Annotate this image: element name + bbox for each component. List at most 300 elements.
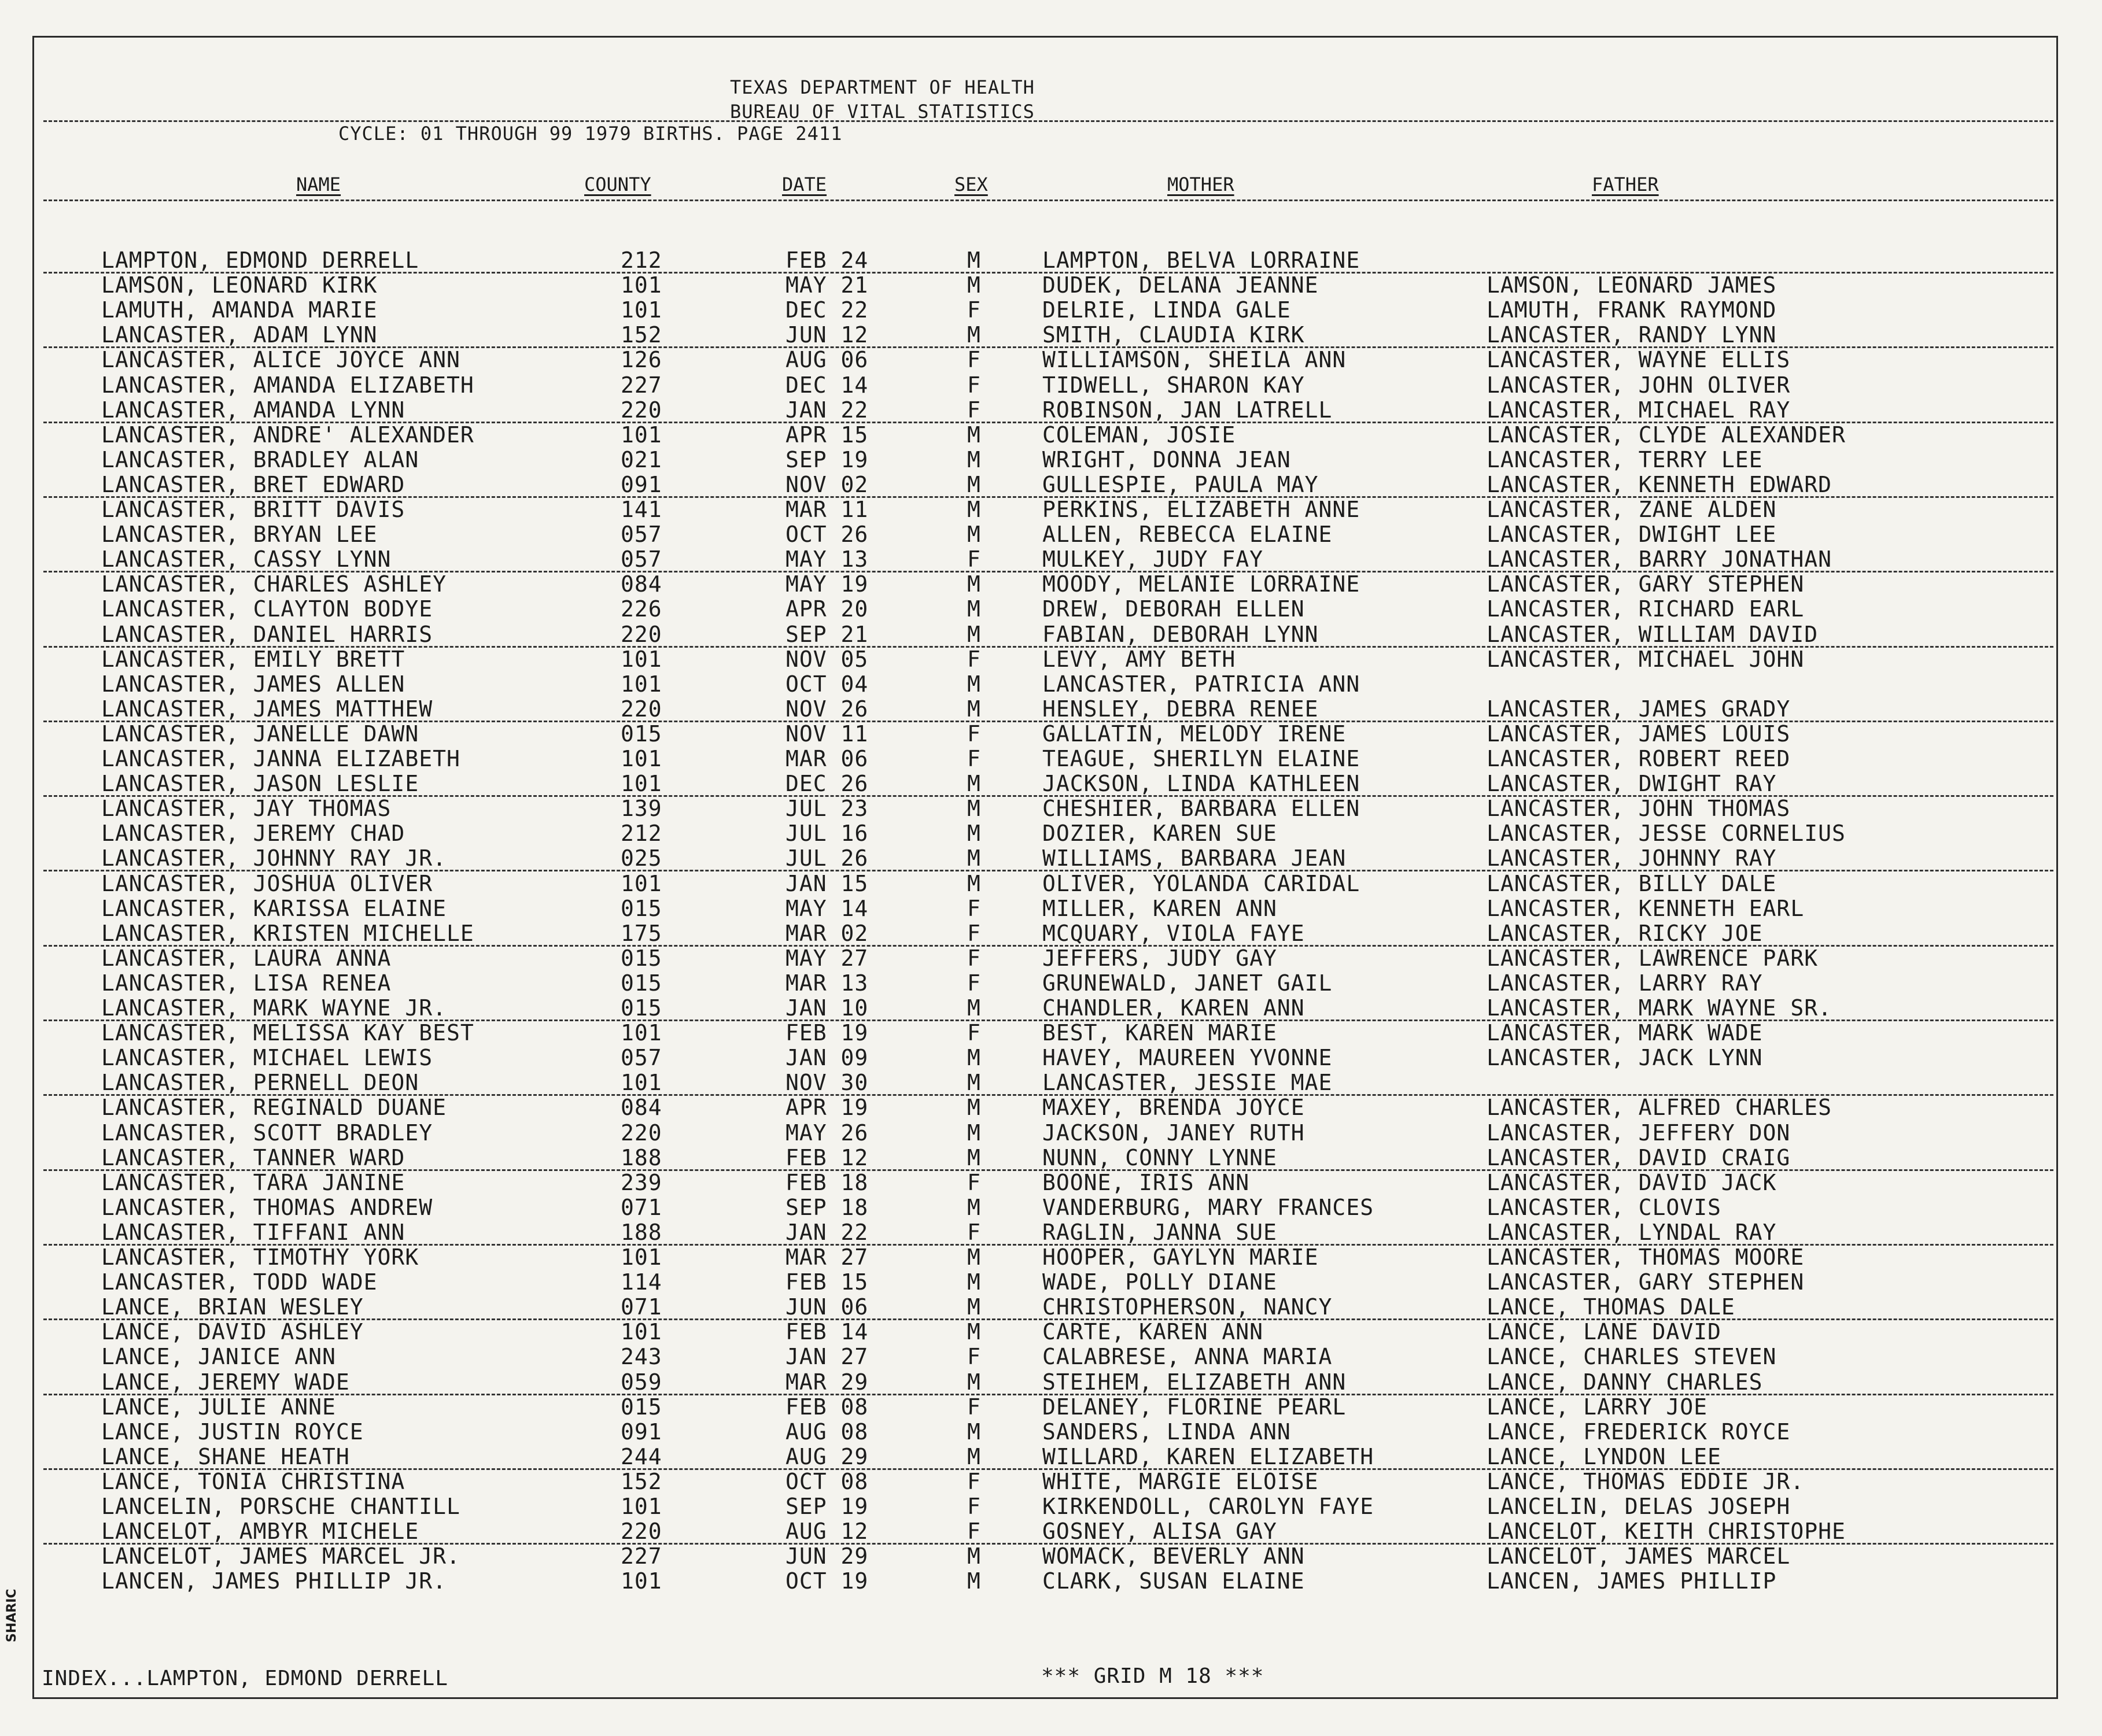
record-father: LANCASTER, MICHAEL RAY xyxy=(1487,397,1791,423)
record-name: LANCASTER, ADAM LYNN xyxy=(101,322,378,348)
record-sex: M xyxy=(967,446,981,472)
record-name: LANCASTER, THOMAS ANDREW xyxy=(101,1194,433,1220)
record-row xyxy=(0,622,2102,647)
record-date: JUN 06 xyxy=(786,1294,869,1320)
record-date: MAY 13 xyxy=(786,546,869,572)
record-name: LANCE, JULIE ANNE xyxy=(101,1394,336,1420)
record-row xyxy=(0,696,2102,721)
record-father: LANCASTER, WILLIAM DAVID xyxy=(1487,621,1819,647)
header-cycle: CYCLE: 01 THROUGH 99 1979 BIRTHS. PAGE 2411 xyxy=(338,123,843,145)
record-father: LANCASTER, LYNDAL RAY xyxy=(1487,1219,1777,1245)
record-sex: F xyxy=(967,945,981,971)
record-date: FEB 12 xyxy=(786,1144,869,1170)
record-row xyxy=(0,571,2102,596)
record-date: JAN 27 xyxy=(786,1344,869,1370)
record-father: LANCASTER, KENNETH EARL xyxy=(1487,895,1805,921)
record-row xyxy=(0,1568,2102,1593)
record-county: 141 xyxy=(621,497,662,522)
record-father: LANCE, LANE DAVID xyxy=(1487,1319,1721,1345)
record-sex: M xyxy=(967,522,981,548)
record-date: NOV 30 xyxy=(786,1070,869,1096)
record-date: DEC 22 xyxy=(786,297,869,323)
column-header-sex: SEX xyxy=(954,173,988,195)
record-row xyxy=(0,921,2102,945)
record-name: LANCASTER, LAURA ANNA xyxy=(101,945,392,971)
record-row xyxy=(0,995,2102,1020)
record-row xyxy=(0,771,2102,796)
record-row xyxy=(0,896,2102,921)
column-header-name: NAME xyxy=(296,173,341,195)
record-sex: M xyxy=(967,1419,981,1445)
record-sex: F xyxy=(967,1020,981,1046)
record-county: 212 xyxy=(621,248,662,273)
record-sex: M xyxy=(967,1543,981,1569)
record-date: NOV 26 xyxy=(786,696,869,722)
record-date: OCT 08 xyxy=(786,1468,869,1494)
record-sex: M xyxy=(967,471,981,497)
record-row xyxy=(0,372,2102,397)
record-mother: JEFFERS, JUDY GAY xyxy=(1042,945,1277,971)
record-sex: M xyxy=(967,1194,981,1220)
record-mother: WILLIAMSON, SHEILA ANN xyxy=(1042,347,1347,373)
record-sex: F xyxy=(967,721,981,747)
record-date: NOV 02 xyxy=(786,471,869,497)
record-name: LAMUTH, AMANDA MARIE xyxy=(101,297,378,323)
record-county: 084 xyxy=(621,571,662,597)
record-mother: WOMACK, BEVERLY ANN xyxy=(1042,1543,1305,1569)
record-father: LANCE, THOMAS DALE xyxy=(1487,1294,1735,1320)
record-name: LANCASTER, TANNER WARD xyxy=(101,1144,405,1170)
record-father: LANCASTER, JESSE CORNELIUS xyxy=(1487,821,1846,847)
record-name: LANCE, DAVID ASHLEY xyxy=(101,1319,364,1345)
record-county: 015 xyxy=(621,995,662,1021)
record-father: LANCASTER, MARK WAYNE SR. xyxy=(1487,995,1832,1021)
record-father: LANCELIN, DELAS JOSEPH xyxy=(1487,1494,1791,1519)
record-sex: M xyxy=(967,1244,981,1270)
record-mother: PERKINS, ELIZABETH ANNE xyxy=(1042,497,1360,522)
record-county: 101 xyxy=(621,870,662,896)
record-date: NOV 11 xyxy=(786,721,869,747)
record-sex: F xyxy=(967,970,981,996)
record-name: LANCASTER, BRYAN LEE xyxy=(101,522,378,548)
record-father: LANCASTER, ALFRED CHARLES xyxy=(1487,1095,1832,1121)
record-sex: M xyxy=(967,995,981,1021)
record-row xyxy=(0,1170,2102,1195)
record-row xyxy=(0,871,2102,896)
record-date: MAY 19 xyxy=(786,571,869,597)
record-date: DEC 26 xyxy=(786,771,869,797)
record-mother: LAMPTON, BELVA LORRAINE xyxy=(1042,248,1360,273)
record-county: 152 xyxy=(621,322,662,348)
record-sex: F xyxy=(967,1468,981,1494)
record-sex: F xyxy=(967,1219,981,1245)
record-row xyxy=(0,1269,2102,1294)
record-row xyxy=(0,671,2102,696)
record-name: LANCE, JUSTIN ROYCE xyxy=(101,1419,364,1445)
record-county: 071 xyxy=(621,1194,662,1220)
record-name: LANCASTER, MELISSA KAY BEST xyxy=(101,1020,474,1046)
record-county: 188 xyxy=(621,1219,662,1245)
record-row xyxy=(0,596,2102,621)
record-father: LANCASTER, JACK LYNN xyxy=(1487,1045,1763,1071)
record-father: LANCASTER, BARRY JONATHAN xyxy=(1487,546,1832,572)
record-county: 101 xyxy=(621,646,662,672)
record-father: LANCE, THOMAS EDDIE JR. xyxy=(1487,1468,1805,1494)
record-county: 091 xyxy=(621,471,662,497)
record-mother: MOODY, MELANIE LORRAINE xyxy=(1042,571,1360,597)
record-date: OCT 26 xyxy=(786,522,869,548)
record-name: LANCASTER, CLAYTON BODYE xyxy=(101,596,433,622)
record-father: LANCASTER, DAVID JACK xyxy=(1487,1169,1777,1195)
record-sex: F xyxy=(967,1494,981,1519)
record-mother: SANDERS, LINDA ANN xyxy=(1042,1419,1291,1445)
record-date: MAR 11 xyxy=(786,497,869,522)
columns-divider xyxy=(43,200,2053,201)
record-date: FEB 15 xyxy=(786,1269,869,1295)
record-name: LANCASTER, LISA RENEA xyxy=(101,970,392,996)
record-sex: M xyxy=(967,870,981,896)
record-date: JUL 23 xyxy=(786,796,869,822)
record-sex: F xyxy=(967,646,981,672)
record-name: LAMPTON, EDMOND DERRELL xyxy=(101,248,419,273)
record-date: JAN 15 xyxy=(786,870,869,896)
record-sex: M xyxy=(967,1095,981,1121)
record-mother: ROBINSON, JAN LATRELL xyxy=(1042,397,1333,423)
footer-grid: *** GRID M 18 *** xyxy=(1041,1664,1264,1688)
record-father: LANCASTER, ROBERT REED xyxy=(1487,746,1791,771)
record-name: LANCASTER, PERNELL DEON xyxy=(101,1070,419,1096)
record-mother: GALLATIN, MELODY IRENE xyxy=(1042,721,1347,747)
record-date: MAY 27 xyxy=(786,945,869,971)
record-date: SEP 18 xyxy=(786,1194,869,1220)
record-sex: M xyxy=(967,497,981,522)
record-county: 101 xyxy=(621,1494,662,1519)
record-mother: VANDERBURG, MARY FRANCES xyxy=(1042,1194,1374,1220)
record-county: 101 xyxy=(621,272,662,298)
record-father: LANCASTER, DWIGHT RAY xyxy=(1487,771,1777,797)
record-name: LANCASTER, MARK WAYNE JR. xyxy=(101,995,447,1021)
record-date: SEP 19 xyxy=(786,446,869,472)
record-name: LANCE, TONIA CHRISTINA xyxy=(101,1468,405,1494)
record-mother: CALABRESE, ANNA MARIA xyxy=(1042,1344,1333,1370)
record-county: 188 xyxy=(621,1144,662,1170)
record-row xyxy=(0,1543,2102,1568)
record-row xyxy=(0,845,2102,870)
record-name: LANCEN, JAMES PHILLIP JR. xyxy=(101,1568,447,1594)
record-sex: M xyxy=(967,1294,981,1320)
record-sex: M xyxy=(967,796,981,822)
record-father: LANCASTER, TERRY LEE xyxy=(1487,446,1763,472)
record-county: 239 xyxy=(621,1169,662,1195)
record-county: 101 xyxy=(621,1070,662,1096)
record-county: 220 xyxy=(621,1120,662,1146)
record-sex: M xyxy=(967,272,981,298)
record-county: 101 xyxy=(621,1020,662,1046)
record-county: 101 xyxy=(621,1244,662,1270)
record-row xyxy=(0,546,2102,571)
record-mother: MILLER, KAREN ANN xyxy=(1042,895,1277,921)
column-header-father: FATHER xyxy=(1592,173,1659,195)
record-county: 101 xyxy=(621,422,662,448)
record-row xyxy=(0,272,2102,297)
record-county: 220 xyxy=(621,1519,662,1545)
record-name: LANCE, SHANE HEATH xyxy=(101,1443,350,1469)
record-row xyxy=(0,945,2102,970)
record-mother: MCQUARY, VIOLA FAYE xyxy=(1042,920,1305,946)
record-mother: KIRKENDOLL, CAROLYN FAYE xyxy=(1042,1494,1374,1519)
record-row xyxy=(0,472,2102,497)
record-father: LANCASTER, CLYDE ALEXANDER xyxy=(1487,422,1846,448)
record-sex: M xyxy=(967,248,981,273)
record-name: LANCASTER, TIMOTHY YORK xyxy=(101,1244,419,1270)
record-mother: WRIGHT, DONNA JEAN xyxy=(1042,446,1291,472)
record-row xyxy=(0,322,2102,347)
record-date: MAR 02 xyxy=(786,920,869,946)
record-father: LANCEN, JAMES PHILLIP xyxy=(1487,1568,1777,1594)
record-name: LANCASTER, KRISTEN MICHELLE xyxy=(101,920,474,946)
record-row xyxy=(0,796,2102,821)
record-sex: M xyxy=(967,1319,981,1345)
record-row xyxy=(0,397,2102,422)
record-sex: F xyxy=(967,397,981,423)
record-date: MAR 29 xyxy=(786,1369,869,1395)
record-mother: HAVEY, MAUREEN YVONNE xyxy=(1042,1045,1333,1071)
record-row xyxy=(0,1145,2102,1170)
record-date: MAR 27 xyxy=(786,1244,869,1270)
record-row xyxy=(0,1294,2102,1319)
record-father: LANCE, LARRY JOE xyxy=(1487,1394,1708,1420)
record-mother: SMITH, CLAUDIA KIRK xyxy=(1042,322,1305,348)
record-father: LANCE, CHARLES STEVEN xyxy=(1487,1344,1777,1370)
record-father: LANCASTER, RANDY LYNN xyxy=(1487,322,1777,348)
record-sex: M xyxy=(967,621,981,647)
record-name: LANCASTER, TARA JANINE xyxy=(101,1169,405,1195)
record-date: JAN 09 xyxy=(786,1045,869,1071)
record-mother: NUNN, CONNY LYNNE xyxy=(1042,1144,1277,1170)
record-sex: M xyxy=(967,322,981,348)
record-sex: F xyxy=(967,546,981,572)
record-row xyxy=(0,1220,2102,1244)
record-name: LANCELOT, AMBYR MICHELE xyxy=(101,1519,419,1545)
record-sex: M xyxy=(967,845,981,871)
record-name: LANCASTER, DANIEL HARRIS xyxy=(101,621,433,647)
record-row xyxy=(0,1394,2102,1419)
record-date: APR 19 xyxy=(786,1095,869,1121)
header-bureau: BUREAU OF VITAL STATISTICS xyxy=(730,101,1035,123)
record-row xyxy=(0,1494,2102,1519)
record-father: LANCASTER, THOMAS MOORE xyxy=(1487,1244,1805,1270)
header-divider xyxy=(43,120,2053,122)
record-sex: F xyxy=(967,920,981,946)
record-sex: M xyxy=(967,1568,981,1594)
record-date: MAY 21 xyxy=(786,272,869,298)
margin-label: SHARIC xyxy=(5,1589,19,1642)
record-name: LANCASTER, ALICE JOYCE ANN xyxy=(101,347,460,373)
record-mother: HOOPER, GAYLYN MARIE xyxy=(1042,1244,1319,1270)
record-date: AUG 29 xyxy=(786,1443,869,1469)
record-father: LANCASTER, RICKY JOE xyxy=(1487,920,1763,946)
record-row xyxy=(0,347,2102,372)
record-mother: WILLARD, KAREN ELIZABETH xyxy=(1042,1443,1374,1469)
record-name: LANCASTER, KARISSA ELAINE xyxy=(101,895,447,921)
record-name: LANCASTER, TODD WADE xyxy=(101,1269,378,1295)
record-mother: GULLESPIE, PAULA MAY xyxy=(1042,471,1319,497)
record-name: LANCASTER, JANNA ELIZABETH xyxy=(101,746,460,771)
record-date: MAR 06 xyxy=(786,746,869,771)
record-father: LAMUTH, FRANK RAYMOND xyxy=(1487,297,1777,323)
column-header-county: COUNTY xyxy=(584,173,651,195)
record-mother: LANCASTER, JESSIE MAE xyxy=(1042,1070,1333,1096)
record-name: LANCE, JEREMY WADE xyxy=(101,1369,350,1395)
record-name: LANCASTER, ANDRE' ALEXANDER xyxy=(101,422,474,448)
record-date: SEP 19 xyxy=(786,1494,869,1519)
record-name: LANCASTER, BRET EDWARD xyxy=(101,471,405,497)
record-county: 243 xyxy=(621,1344,662,1370)
record-row xyxy=(0,1469,2102,1494)
column-header-mother: MOTHER xyxy=(1167,173,1234,195)
record-county: 057 xyxy=(621,1045,662,1071)
record-father: LANCASTER, ZANE ALDEN xyxy=(1487,497,1777,522)
record-sex: F xyxy=(967,1169,981,1195)
record-mother: GRUNEWALD, JANET GAIL xyxy=(1042,970,1333,996)
record-sex: F xyxy=(967,347,981,373)
record-sex: F xyxy=(967,895,981,921)
record-county: 212 xyxy=(621,821,662,847)
record-name: LANCASTER, AMANDA ELIZABETH xyxy=(101,372,474,398)
record-sex: M xyxy=(967,1120,981,1146)
record-row xyxy=(0,1369,2102,1394)
record-mother: DOZIER, KAREN SUE xyxy=(1042,821,1277,847)
record-date: FEB 14 xyxy=(786,1319,869,1345)
record-name: LANCE, BRIAN WESLEY xyxy=(101,1294,364,1320)
record-sex: M xyxy=(967,1269,981,1295)
record-mother: JACKSON, JANEY RUTH xyxy=(1042,1120,1305,1146)
record-name: LANCASTER, TIFFANI ANN xyxy=(101,1219,405,1245)
record-county: 101 xyxy=(621,297,662,323)
record-sex: M xyxy=(967,1144,981,1170)
record-name: LANCASTER, JAY THOMAS xyxy=(101,796,392,822)
record-sex: M xyxy=(967,422,981,448)
record-mother: CHRISTOPHERSON, NANCY xyxy=(1042,1294,1333,1320)
record-row xyxy=(0,1419,2102,1444)
record-father: LANCASTER, GARY STEPHEN xyxy=(1487,571,1805,597)
column-header-date: DATE xyxy=(782,173,827,195)
record-name: LANCASTER, EMILY BRETT xyxy=(101,646,405,672)
record-county: 101 xyxy=(621,771,662,797)
record-mother: TEAGUE, SHERILYN ELAINE xyxy=(1042,746,1360,771)
record-date: SEP 21 xyxy=(786,621,869,647)
record-date: MAY 14 xyxy=(786,895,869,921)
record-date: JUL 26 xyxy=(786,845,869,871)
record-mother: WHITE, MARGIE ELOISE xyxy=(1042,1468,1319,1494)
record-date: JAN 22 xyxy=(786,397,869,423)
record-father: LANCASTER, DAVID CRAIG xyxy=(1487,1144,1791,1170)
record-name: LANCASTER, JANELLE DAWN xyxy=(101,721,419,747)
record-date: OCT 04 xyxy=(786,671,869,697)
record-county: 101 xyxy=(621,1568,662,1594)
record-row xyxy=(0,821,2102,845)
record-mother: BEST, KAREN MARIE xyxy=(1042,1020,1277,1046)
record-county: 091 xyxy=(621,1419,662,1445)
record-name: LANCASTER, SCOTT BRADLEY xyxy=(101,1120,433,1146)
record-father: LANCASTER, JOHN OLIVER xyxy=(1487,372,1791,398)
record-mother: CHANDLER, KAREN ANN xyxy=(1042,995,1305,1021)
record-date: AUG 06 xyxy=(786,347,869,373)
record-date: MAR 13 xyxy=(786,970,869,996)
record-name: LANCASTER, AMANDA LYNN xyxy=(101,397,405,423)
record-mother: WADE, POLLY DIANE xyxy=(1042,1269,1277,1295)
record-sex: F xyxy=(967,1519,981,1545)
record-county: 059 xyxy=(621,1369,662,1395)
record-sex: M xyxy=(967,821,981,847)
record-county: 226 xyxy=(621,596,662,622)
record-father: LANCASTER, LARRY RAY xyxy=(1487,970,1763,996)
record-father: LANCASTER, LAWRENCE PARK xyxy=(1487,945,1819,971)
record-mother: TIDWELL, SHARON KAY xyxy=(1042,372,1305,398)
record-date: AUG 12 xyxy=(786,1519,869,1545)
record-name: LANCASTER, BRADLEY ALAN xyxy=(101,446,419,472)
record-county: 057 xyxy=(621,522,662,548)
record-father: LANCASTER, JOHNNY RAY xyxy=(1487,845,1777,871)
record-county: 227 xyxy=(621,1543,662,1569)
record-row xyxy=(0,1444,2102,1469)
record-date: FEB 18 xyxy=(786,1169,869,1195)
record-date: JUN 12 xyxy=(786,322,869,348)
record-row xyxy=(0,1519,2102,1543)
record-row xyxy=(0,248,2102,272)
record-county: 220 xyxy=(621,696,662,722)
record-county: 101 xyxy=(621,746,662,771)
record-sex: F xyxy=(967,1394,981,1420)
record-mother: CLARK, SUSAN ELAINE xyxy=(1042,1568,1305,1594)
record-mother: OLIVER, YOLANDA CARIDAL xyxy=(1042,870,1360,896)
record-name: LANCASTER, MICHAEL LEWIS xyxy=(101,1045,433,1071)
record-sex: M xyxy=(967,1070,981,1096)
record-county: 139 xyxy=(621,796,662,822)
record-name: LANCASTER, BRITT DAVIS xyxy=(101,497,405,522)
record-county: 021 xyxy=(621,446,662,472)
record-row xyxy=(0,1070,2102,1095)
record-father: LANCASTER, JEFFERY DON xyxy=(1487,1120,1791,1146)
record-date: FEB 19 xyxy=(786,1020,869,1046)
record-father: LANCE, LYNDON LEE xyxy=(1487,1443,1721,1469)
record-county: 175 xyxy=(621,920,662,946)
record-date: JAN 22 xyxy=(786,1219,869,1245)
record-county: 227 xyxy=(621,372,662,398)
record-sex: M xyxy=(967,771,981,797)
record-father: LANCASTER, WAYNE ELLIS xyxy=(1487,347,1791,373)
record-mother: DUDEK, DELANA JEANNE xyxy=(1042,272,1319,298)
record-sex: M xyxy=(967,596,981,622)
record-date: DEC 14 xyxy=(786,372,869,398)
record-row xyxy=(0,1120,2102,1145)
record-father: LANCASTER, BILLY DALE xyxy=(1487,870,1777,896)
record-row xyxy=(0,1045,2102,1070)
record-mother: WILLIAMS, BARBARA JEAN xyxy=(1042,845,1347,871)
record-father: LANCASTER, MARK WADE xyxy=(1487,1020,1763,1046)
record-mother: DREW, DEBORAH ELLEN xyxy=(1042,596,1305,622)
record-mother: JACKSON, LINDA KATHLEEN xyxy=(1042,771,1360,797)
record-date: OCT 19 xyxy=(786,1568,869,1594)
record-father: LANCASTER, DWIGHT LEE xyxy=(1487,522,1777,548)
footer-index: INDEX...LAMPTON, EDMOND DERRELL xyxy=(42,1667,448,1690)
record-father: LANCASTER, JAMES LOUIS xyxy=(1487,721,1791,747)
record-father: LANCASTER, MICHAEL JOHN xyxy=(1487,646,1805,672)
record-mother: MULKEY, JUDY FAY xyxy=(1042,546,1264,572)
record-father: LAMSON, LEONARD JAMES xyxy=(1487,272,1777,298)
record-county: 015 xyxy=(621,1394,662,1420)
record-sex: F xyxy=(967,372,981,398)
